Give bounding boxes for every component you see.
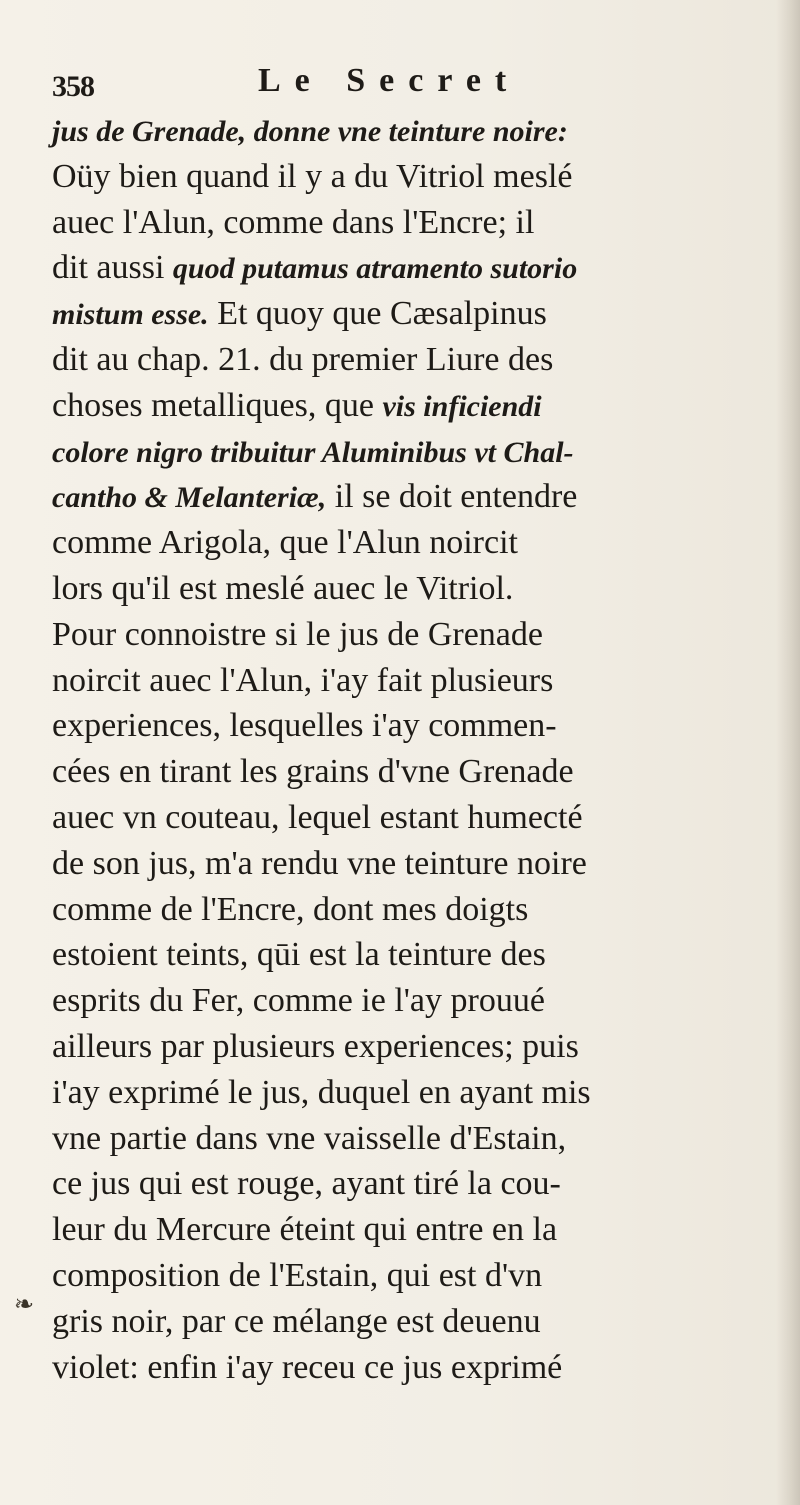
text-segment: vne partie dans vne vaisselle d'Estain, xyxy=(52,1119,567,1157)
text-line xyxy=(52,1161,782,1207)
text-segment: comme Arigola, que l'Alun noircit xyxy=(52,524,518,562)
italic-text-segment: jus de Grenade, donne vne teinture noire: xyxy=(52,115,568,148)
page-header xyxy=(52,62,752,110)
italic-text-segment: cantho & Melanteriæ, xyxy=(52,481,327,515)
text-segment: ce jus qui est rouge, ayant tiré la cou- xyxy=(52,1165,561,1203)
text-segment: Et quoy que Cæsalpinus xyxy=(208,295,547,333)
text-segment: experiences, lesquelles i'ay commen- xyxy=(52,707,557,745)
text-line xyxy=(52,932,782,978)
text-line xyxy=(52,1253,782,1299)
text-segment: Oüy bien quand il y a du Vitriol meslé xyxy=(52,157,573,195)
text-line xyxy=(52,566,782,612)
text-line xyxy=(52,1207,782,1253)
text-segment: leur du Mercure éteint qui entre en la xyxy=(52,1211,558,1249)
text-segment: Pour connoistre si le jus de Grenade xyxy=(52,615,543,653)
text-line xyxy=(52,245,782,291)
text-segment: gris noir, par ce mélange est deuenu xyxy=(52,1302,541,1340)
text-segment: violet: enfin i'ay receu ce jus exprimé xyxy=(52,1348,563,1386)
text-line xyxy=(52,1070,782,1116)
text-line xyxy=(52,337,782,383)
text-segment: estoient teints, qūi est la teinture des xyxy=(52,936,546,974)
body-text xyxy=(52,108,782,1390)
text-segment: choses metalliques, que xyxy=(52,386,383,424)
text-segment: de son jus, m'a rendu vne teinture noire xyxy=(52,844,587,882)
margin-ornament: ❧ xyxy=(14,1290,35,1318)
text-segment: auec vn couteau, lequel estant humecté xyxy=(52,798,583,836)
text-line xyxy=(52,429,782,475)
text-line xyxy=(52,1299,782,1345)
text-segment: dit aussi xyxy=(52,249,173,287)
text-segment: dit au chap. 21. du premier Liure des xyxy=(52,340,554,378)
text-segment: comme de l'Encre, dont mes doigts xyxy=(52,890,529,928)
italic-text-segment: vis inficiendi xyxy=(382,389,542,423)
text-segment: i'ay exprimé le jus, duquel en ayant mis xyxy=(52,1073,591,1111)
running-title: Le Secret xyxy=(258,62,521,99)
text-line xyxy=(52,1345,782,1391)
text-line xyxy=(52,795,782,841)
text-line xyxy=(52,383,782,429)
text-segment: il se doit entendre xyxy=(326,478,578,516)
text-line xyxy=(52,841,782,887)
text-line xyxy=(52,154,782,200)
text-segment: ailleurs par plusieurs experiences; puis xyxy=(52,1027,579,1065)
italic-text-segment: colore nigro tribuitur Aluminibus vt Chal- xyxy=(52,435,574,469)
text-line xyxy=(52,474,782,520)
italic-text-segment: quod putamus atramento sutorio xyxy=(172,252,578,286)
text-segment: lors qu'il est meslé auec le Vitriol. xyxy=(52,569,514,607)
text-segment: auec l'Alun, comme dans l'Encre; il xyxy=(52,203,535,241)
text-line xyxy=(52,1024,782,1070)
text-segment: cées en tirant les grains d'vne Grenade xyxy=(52,753,574,791)
text-line xyxy=(52,108,782,154)
text-line xyxy=(52,749,782,795)
text-segment: esprits du Fer, comme ie l'ay prouué xyxy=(52,982,545,1020)
text-line xyxy=(52,520,782,566)
text-line xyxy=(52,200,782,246)
text-segment: composition de l'Estain, qui est d'vn xyxy=(52,1256,543,1294)
text-line xyxy=(52,612,782,658)
text-line xyxy=(52,291,782,337)
text-line xyxy=(52,1116,782,1162)
italic-text-segment: mistum esse. xyxy=(52,298,209,332)
text-line xyxy=(52,978,782,1024)
text-line xyxy=(52,887,782,933)
text-line xyxy=(52,658,782,704)
text-segment: noircit auec l'Alun, i'ay fait plusieurs xyxy=(52,661,554,699)
text-line xyxy=(52,703,782,749)
page-number: 358 xyxy=(52,70,94,103)
